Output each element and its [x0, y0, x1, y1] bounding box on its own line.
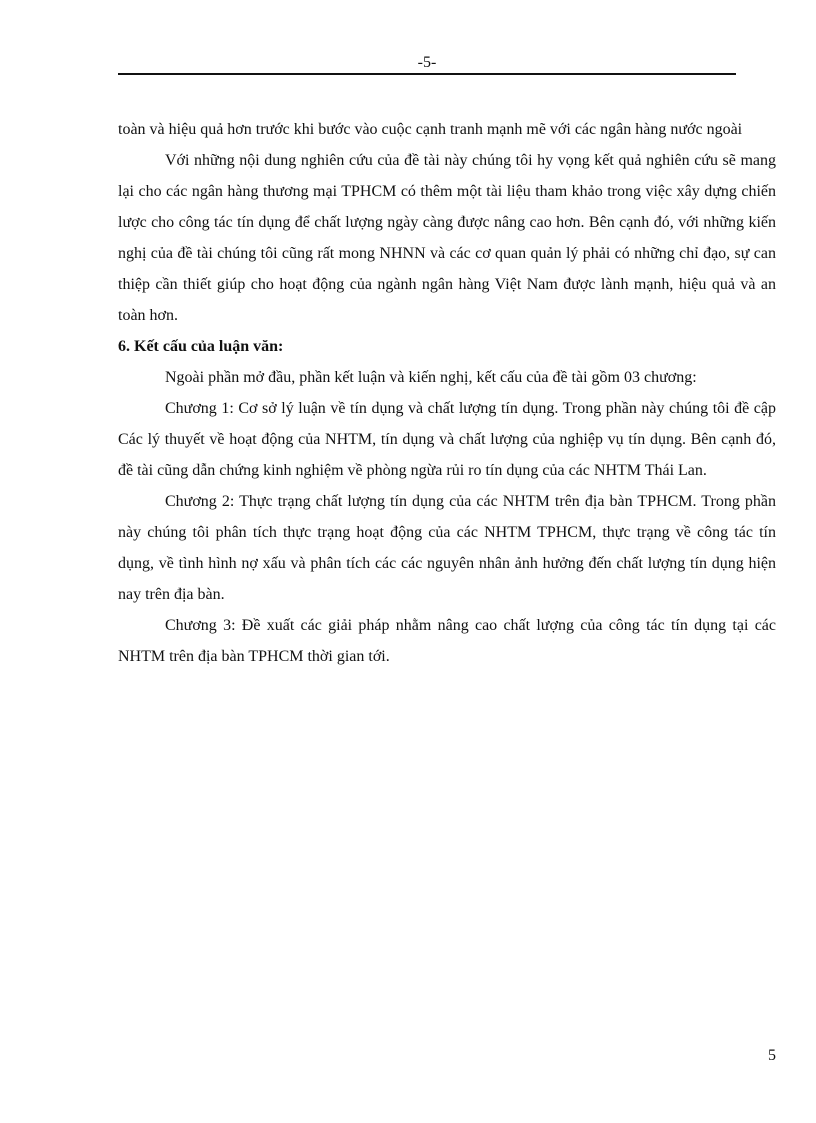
header-divider: [118, 73, 736, 75]
paragraph-chapter-1: Chương 1: Cơ sở lý luận về tín dụng và chất lượng tín dụng. Trong phần này chúng tôi đề cập Các lý thuyết về hoạt động của NHTM, tín dụng và chất lượng của nghiệp vụ tín dụng. Bên cạnh đó, đề tài cũng dẫn chứng kinh nghiệm về phòng ngừa rủi ro tín dụng của các NHTM Thái Lan.: [118, 400, 776, 479]
footer-page-number: 5: [768, 1047, 776, 1064]
paragraph-chapter-2: Chương 2: Thực trạng chất lượng tín dụng của các NHTM trên địa bàn TPHCM. Trong phần này chúng tôi phân tích thực trạng hoạt động của các NHTM TPHCM, thực trạng về công tác tín dụng, về tình hình nợ xấu và phân tích các các nguyên nhân ảnh hưởng đến chất lượng tín dụng hiện nay trên địa bàn.: [118, 493, 776, 603]
section-heading: 6. Kết cấu của luận văn:: [118, 338, 284, 355]
document-body: [118, 114, 776, 672]
paragraph-structure-intro: Ngoài phần mở đầu, phần kết luận và kiến nghị, kết cấu của đề tài gồm 03 chương:: [165, 369, 697, 386]
header-page-number: -5-: [417, 54, 437, 71]
paragraph-chapter-3: Chương 3: Đề xuất các giải pháp nhằm nâng cao chất lượng của công tác tín dụng tại các NHTM trên địa bàn TPHCM thời gian tới.: [118, 617, 776, 665]
paragraph-research-outcome: Với những nội dung nghiên cứu của đề tài này chúng tôi hy vọng kết quả nghiên cứu sẽ mang lại cho các ngân hàng thương mại TPHCM có thêm một tài liệu tham khảo trong việc xây dựng chiến lược cho công tác tín dụng để chất lượng ngày càng được nâng cao hơn. Bên cạnh đó, với những kiến nghị của đề tài chúng tôi cũng rất mong NHNN và các cơ quan quản lý phải có những chỉ đạo, sự can thiệp cần thiết giúp cho hoạt động của ngành ngân hàng Việt Nam được lành mạnh, hiệu quả và an toàn hơn.: [118, 152, 776, 324]
paragraph-continuation: toàn và hiệu quả hơn trước khi bước vào cuộc cạnh tranh mạnh mẽ với các ngân hàng nước ngoài: [118, 121, 743, 138]
